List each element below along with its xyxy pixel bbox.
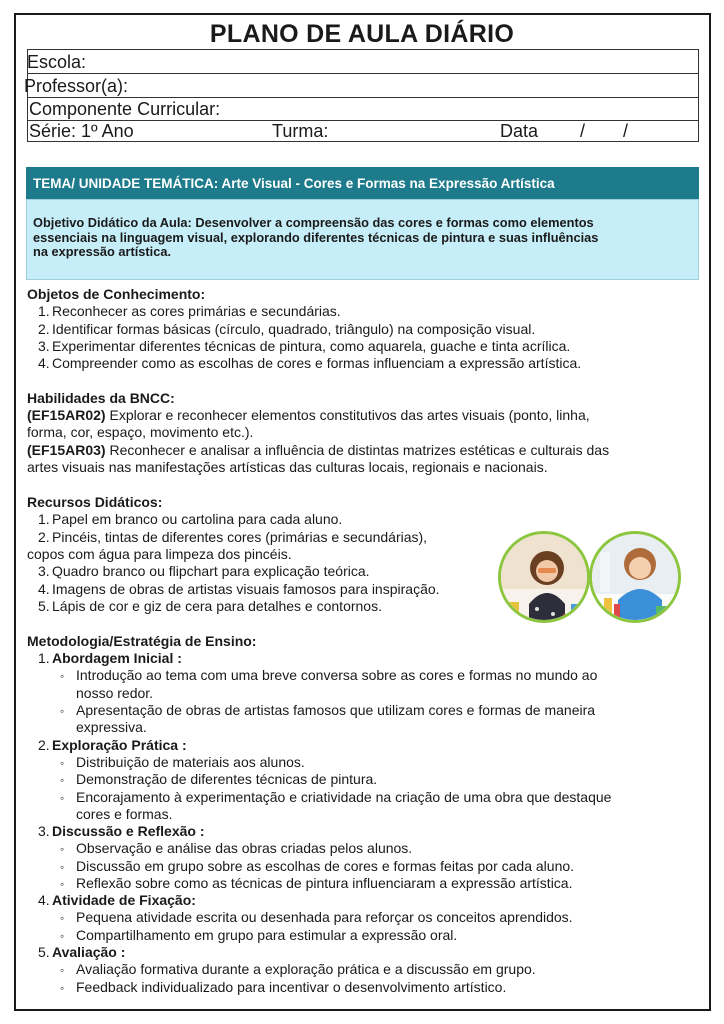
child-drawing-photo	[589, 531, 681, 623]
list-number: 5.	[38, 944, 50, 960]
list-number: 2.	[38, 529, 50, 545]
list-item: Quadro branco ou flipchart para explicação teórica.	[52, 563, 370, 579]
list-number: 1.	[38, 511, 50, 527]
componente-field	[29, 98, 701, 120]
list-number: 2.	[38, 321, 50, 337]
list-item: Encorajamento à experimentação e criatividade na criação de uma obra que destaque	[76, 789, 612, 805]
bullet-icon: ◦	[60, 842, 65, 856]
list-item: Reflexão sobre como as técnicas de pintura influenciaram a expressão artística.	[76, 875, 573, 891]
bullet-icon: ◦	[60, 669, 65, 683]
list-item: Imagens de obras de artistas visuais famosos para inspiração.	[52, 581, 440, 597]
list-number: 2.	[38, 737, 50, 753]
bullet-icon: ◦	[60, 911, 65, 925]
list-number: 1.	[38, 650, 50, 666]
list-number: 1.	[38, 303, 50, 319]
serie-field	[29, 120, 701, 142]
professor-label: Professor(a):	[24, 76, 129, 96]
bullet-icon: ◦	[60, 791, 65, 805]
bullet-icon: ◦	[60, 860, 65, 874]
bullet-icon: ◦	[60, 704, 65, 718]
list-item: Avaliação formativa durante a exploração prática e a discussão em grupo.	[76, 961, 536, 977]
list-item: nosso redor.	[76, 685, 154, 701]
list-item: cores e formas.	[76, 806, 173, 822]
objetivo-line: essenciais na linguagem visual, explorando diferentes técnicas de pintura e suas influências	[33, 229, 599, 245]
objetivo-line: na expressão artística.	[33, 244, 171, 259]
list-item: Demonstração de diferentes técnicas de pintura.	[76, 771, 378, 787]
list-number: 3.	[38, 563, 50, 579]
list-number: 5.	[38, 598, 50, 614]
list-number: 4.	[38, 581, 50, 597]
list-item: Discussão em grupo sobre as escolhas de cores e formas feitas por cada aluno.	[76, 858, 575, 874]
list-item: Lápis de cor e giz de cera para detalhes e contornos.	[52, 598, 382, 614]
habilidade-item: forma, cor, espaço, movimento etc.).	[27, 424, 254, 440]
data-separator: /	[580, 121, 586, 141]
objetivo-line: Objetivo Didático da Aula: Desenvolver a compreensão das cores e formas como elementos	[33, 215, 594, 230]
list-item: Pincéis, tintas de diferentes cores (primárias e secundárias),	[52, 529, 428, 545]
bullet-icon: ◦	[60, 963, 65, 977]
list-item: Compartilhamento em grupo para estimular a expressão oral.	[76, 927, 458, 943]
step-title: Exploração Prática :	[52, 737, 187, 753]
list-item: Introdução ao tema com uma breve conversa sobre as cores e formas no mundo ao	[76, 667, 598, 683]
list-item: Distribuição de materiais aos alunos.	[76, 754, 305, 770]
header-divider	[27, 73, 699, 74]
child-painting-photo	[498, 531, 590, 623]
professor-field	[24, 75, 696, 97]
objetos-title: Objetos de Conhecimento:	[27, 286, 206, 302]
list-item: Reconhecer as cores primárias e secundárias.	[52, 303, 341, 319]
metodologia-title: Metodologia/Estratégia de Ensino:	[27, 633, 257, 649]
list-item: Identificar formas básicas (círculo, quadrado, triângulo) na composição visual.	[52, 321, 536, 337]
objetivo-box	[26, 199, 699, 280]
list-number: 4.	[38, 892, 50, 908]
habilidade-code: (EF15AR03)	[27, 442, 106, 458]
componente-label: Componente Curricular:	[29, 99, 221, 119]
escola-label: Escola:	[27, 52, 87, 72]
list-item: copos com água para limpeza dos pincéis.	[27, 546, 292, 562]
list-item: Experimentar diferentes técnicas de pintura, como aquarela, guache e tinta acrílica.	[52, 338, 571, 354]
habilidade-code: (EF15AR02)	[27, 407, 106, 423]
list-item: Observação e análise das obras criadas pelos alunos.	[76, 840, 413, 856]
list-item: Apresentação de obras de artistas famosos que utilizam cores e formas de maneira	[76, 702, 596, 718]
list-item: expressiva.	[76, 719, 147, 735]
bullet-icon: ◦	[60, 929, 65, 943]
bullet-icon: ◦	[60, 877, 65, 891]
step-title: Abordagem Inicial :	[52, 650, 182, 666]
habilidade-item: (EF15AR03) Reconhecer e analisar a influência de distintas matrizes estéticas e culturais das	[27, 442, 610, 458]
habilidades-title: Habilidades da BNCC:	[27, 390, 175, 406]
list-item: Pequena atividade escrita ou desenhada para reforçar os conceitos aprendidos.	[76, 909, 573, 925]
bullet-icon: ◦	[60, 773, 65, 787]
page-title: PLANO DE AULA DIÁRIO	[209, 20, 515, 48]
bullet-icon: ◦	[60, 981, 65, 995]
list-item: Papel em branco ou cartolina para cada aluno.	[52, 511, 343, 527]
habilidade-item: (EF15AR02) Explorar e reconhecer elementos constitutivos das artes visuais (ponto, linha,	[27, 407, 590, 423]
data-separator: /	[623, 121, 629, 141]
step-title: Discussão e Reflexão :	[52, 823, 205, 839]
data-label: Data	[500, 121, 539, 141]
turma-label: Turma:	[272, 121, 329, 141]
habilidade-item: artes visuais nas manifestações artísticas das culturas locais, regionais e nacionais.	[27, 459, 548, 475]
step-title: Avaliação :	[52, 944, 126, 960]
escola-field	[27, 51, 699, 73]
list-number: 3.	[38, 823, 50, 839]
serie-label: Série: 1º Ano	[29, 121, 134, 141]
step-title: Atividade de Fixação:	[52, 892, 196, 908]
list-item: Compreender como as escolhas de cores e formas influenciam a expressão artística.	[52, 355, 582, 371]
tema-bar: TEMA/ UNIDADE TEMÁTICA: Arte Visual - Cores e Formas na Expressão Artística	[26, 167, 699, 199]
bullet-icon: ◦	[60, 756, 65, 770]
list-number: 4.	[38, 355, 50, 371]
recursos-title: Recursos Didáticos:	[27, 494, 163, 510]
list-number: 3.	[38, 338, 50, 354]
list-item: Feedback individualizado para incentivar o desenvolvimento artístico.	[76, 979, 507, 995]
